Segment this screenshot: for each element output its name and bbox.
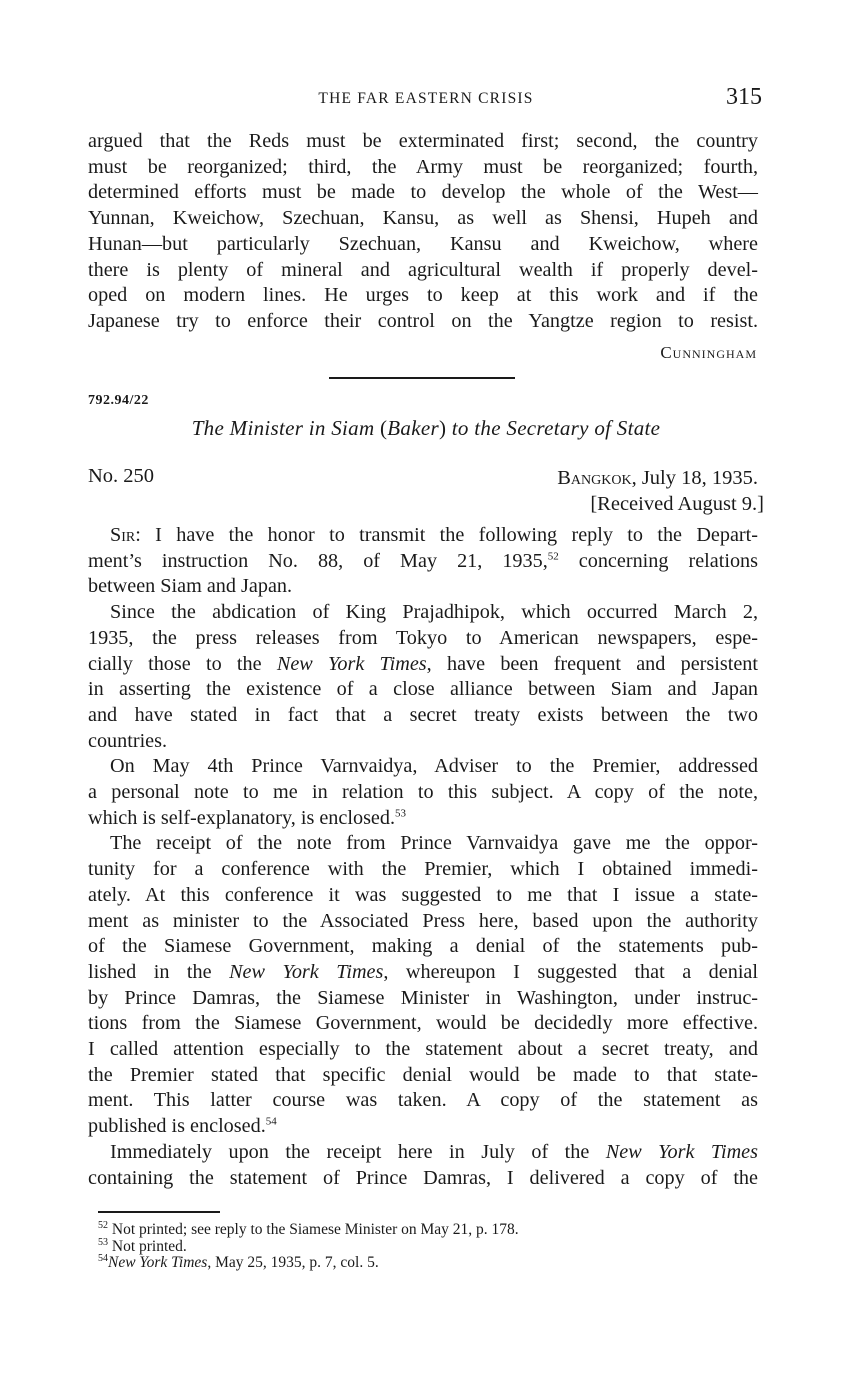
signature: Cunningham — [660, 343, 757, 362]
publication-title: New York Times — [276, 652, 427, 675]
page-number: 315 — [726, 84, 762, 110]
paragraph: The receipt of the note from Prince Varnvaidya gave me the oppor- tunity for a conference with the Premier, which I obtained immedi- ately. At this conference it was suggested to me that I issue a state- ment as minister to the Associated Press here, based upon the authority of the Siamese Government, making a denial of the statements pub- lished in the New York Times, whereupon I suggested that a denial by Prince Damras, the Siamese Minister in Washington, under instruc- tions from the Siamese Government, would be decidedly more effective. I called attention especially to the statement about a secret treaty, and the Premier stated that specific denial would be made to that state- ment. This latter course was taken. A copy of the statement as published is enclosed.$^{54}$ — [88, 832, 758, 1138]
footnote-ref: 53 — [395, 807, 407, 819]
footnotes — [98, 1219, 698, 1272]
footnote-divider — [98, 1211, 220, 1213]
text-line: must be reorganized; third, the Army must be reorganized; fourth, — [88, 155, 758, 178]
dateline-date: , July 18, 1935. — [631, 467, 758, 489]
page-header — [88, 84, 764, 114]
section-divider — [329, 377, 515, 379]
paragraph: Since the abdication of King Prajadhipok, which occurred March 2, 1935, the press releases from Tokyo to American newspapers, espe- cially those to the New York Times, have been frequent and persistent in asserting the existence of a close alliance between Siam and Japan and have stated in fact that a secret treaty exists between the two countries. — [88, 601, 758, 752]
text-line: there is plenty of mineral and agricultural wealth if properly devel- — [88, 258, 758, 281]
text-line: determined efforts must be made to develop the whole of the West— — [88, 181, 758, 204]
received-date: [Received August 9.] — [590, 493, 764, 515]
paragraph: Sir: I have the honor to transmit the following reply to the Depart- ment’s instruction No. 88, of May 21, 1935,52 concerning relations between Siam and Japan. — [88, 524, 759, 598]
text-line: oped on modern lines. He urges to keep at this work and if the — [88, 284, 758, 307]
document-number: No. 250 — [88, 465, 155, 487]
paragraph: On May 4th Prince Varnvaidya, Adviser to the Premier, addressed a personal note to me in relation to this subject. A copy of the note, which is self-explanatory, is enclosed.$^{53}$ — [88, 755, 758, 829]
text-line: argued that the Reds must be exterminated first; second, the country — [88, 130, 758, 152]
footnote: $^{53}$ Not printed. — [98, 1236, 187, 1255]
letter-body — [88, 523, 758, 1191]
dateline-place: Bangkok — [557, 467, 632, 489]
footnote-ref: 52 — [547, 549, 559, 562]
footnote: $^{52}$ Not printed; see reply to the Siamese Minister on May 21, p. 178. — [98, 1219, 519, 1238]
text-line: Hunan—but particularly Szechuan, Kansu and Kweichow, where — [88, 232, 758, 255]
running-title: THE FAR EASTERN CRISIS — [318, 90, 534, 107]
text-line: Yunnan, Kweichow, Szechuan, Kansu, as well as Shensi, Hupeh and — [88, 207, 758, 230]
text-line: Japanese try to enforce their control on the Yangtze region to resist. — [88, 309, 758, 332]
salutation: Sir — [110, 524, 136, 546]
file-number: 792.94/22 — [88, 393, 149, 408]
paragraph: Immediately upon the receipt here in July of the New York Times containing the statement of Prince Damras, I delivered a copy of the — [88, 1140, 758, 1189]
publication-title: New York Times — [229, 960, 384, 983]
footnote-ref: 54 — [265, 1115, 277, 1128]
continued-paragraph — [88, 129, 758, 335]
publication-title: New York Times — [605, 1140, 758, 1163]
document-title: The Minister in Siam (Baker) to the Secretary of State — [191, 416, 661, 440]
footnote: $^{54}$New York Times, May 25, 1935, p. 7, col. 5. — [98, 1252, 379, 1271]
dateline — [557, 465, 764, 517]
